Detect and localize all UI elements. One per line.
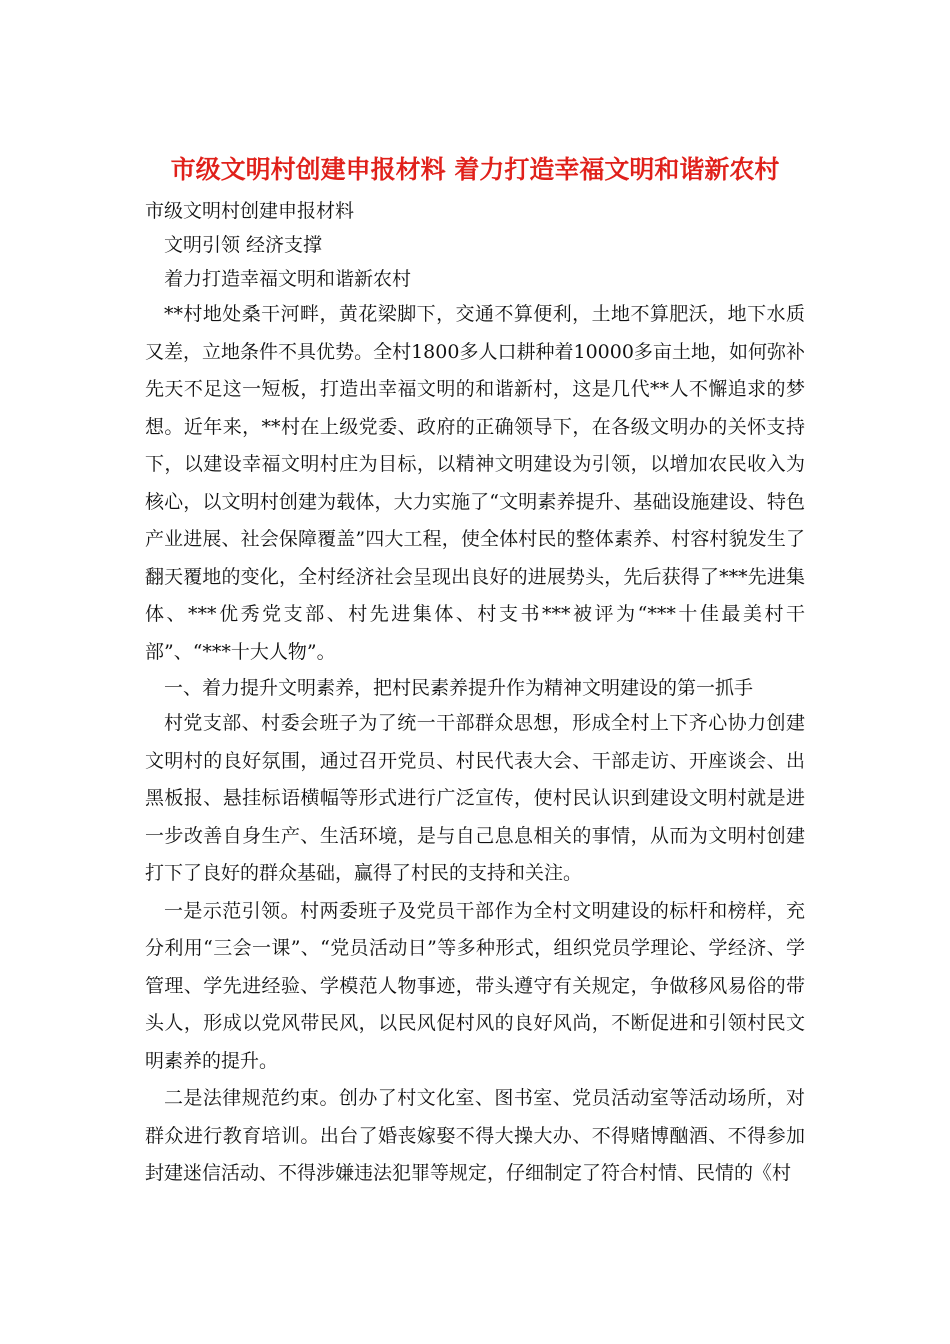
paragraph-demonstration: 一是示范引领。村两委班子及党员干部作为全村文明建设的标杆和榜样，充分利用“三会一课”、“党员活动日”等多种形式，组织党员学理论、学经济、学管理、学先进经验、学模范人物事迹，带头遵守有关规定，争做移风易俗的带头人，形成以党风带民风，以民风促村风的良好风尚，不断促进和引领村民文明素养的提升。 xyxy=(145,899,805,1072)
paragraph-section-1: 村党支部、村委会班子为了统一干部群众思想，形成全村上下齐心协力创建文明村的良好氛围，通过召开党员、村民代表大会、干部走访、开座谈会、出黑板报、悬挂标语横幅等形式进行广泛宣传，使村民认识到建设文明村就是进一步改善自身生产、生活环境，是与自己息息相关的事情，从而为文明村创建打下了良好的群众基础，赢得了村民的支持和关注。 xyxy=(145,712,805,884)
document-body xyxy=(145,194,805,1193)
subtitle-line-1: 市级文明村创建申报材料 xyxy=(145,200,355,222)
document-title: 市级文明村创建申报材料 着力打造幸福文明和谐新农村 xyxy=(170,155,780,184)
section-heading-1: 一、着力提升文明素养，把村民素养提升作为精神文明建设的第一抓手 xyxy=(164,677,754,699)
paragraph-legal-norms: 二是法律规范约束。创办了村文化室、图书室、党员活动室等活动场所，对群众进行教育培训。出台了婚丧嫁娶不得大操大办、不得赌博酗酒、不得参加封建迷信活动、不得涉嫌违法犯罪等规定，仔细制定了符合村情、民情的《村 xyxy=(145,1087,805,1184)
subtitle-line-2: 文明引领 经济支撑 xyxy=(164,234,323,256)
subtitle-line-3: 着力打造幸福文明和谐新农村 xyxy=(164,268,412,290)
paragraph-intro: **村地处桑干河畔，黄花梁脚下，交通不算便利，土地不算肥沃，地下水质又差，立地条件不具优势。全村1800多人口耕种着10000多亩土地，如何弥补先天不足这一短板，打造出幸福文明的和谐新村，这是几代**人不懈追求的梦想。近年来，**村在上级党委、政府的正确领导下，在各级文明办的关怀支持下，以建设幸福文明村庄为目标，以精神文明建设为引领，以增加农民收入为核心，以文明村创建为载体，大力实施了“文明素养提升、基础设施建设、特色产业进展、社会保障覆盖”四大工程，使全体村民的整体素养、村容村貌发生了翻天覆地的变化，全村经济社会呈现出良好的进展势头，先后获得了***先进集体、***优秀党支部、村先进集体、村支书***被评为“***十佳最美村干部”、“***十大人物”。 xyxy=(145,303,805,663)
